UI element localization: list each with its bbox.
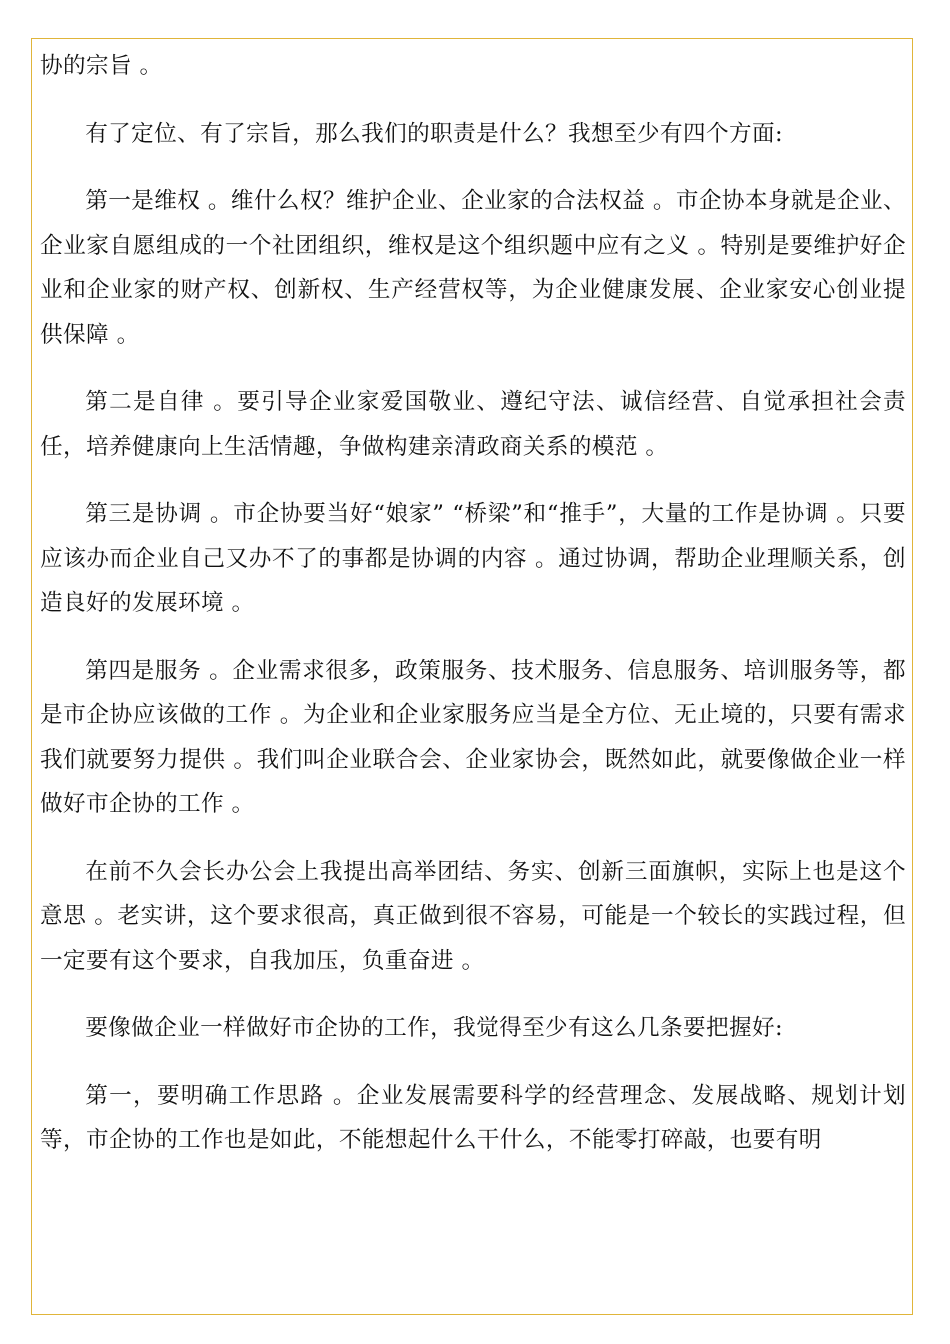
paragraph-3: 第一是维权 。维什么权？维护企业、企业家的合法权益 。市企协本身就是企业、企业家自愿组成的一个社团组织，维权是这个组织题中应有之义 。特别是要维护好企业和企业家的财产权、创新权、生产经营权等，为企业健康发展、企业家安心创业提供保障 。 <box>40 188 906 348</box>
paragraph-8: 要像做企业一样做好市企协的工作，我觉得至少有这么几条要把握好: <box>85 1015 784 1041</box>
paragraph-7: 在前不久会长办公会上我提出高举团结、务实、创新三面旗帜，实际上也是这个意思 。老实讲，这个要求很高，真正做到很不容易，可能是一个较长的实践过程，但一定要有这个要求，自我加压，负重奋进 。 <box>40 858 906 974</box>
paragraph-2: 有了定位、有了宗旨，那么我们的职责是什么？我想至少有四个方面: <box>85 120 784 147</box>
paragraph-1: 协的宗旨 。 <box>40 53 163 79</box>
paragraph-4: 第二是自律 。要引导企业家爱国敬业、遵纪守法、诚信经营、自觉承担社会责任，培养健康向上生活情趣，争做构建亲清政商关系的模范 。 <box>40 389 906 460</box>
paragraph-6: 第四是服务 。企业需求很多，政策服务、技术服务、信息服务、培训服务等，都是市企协应该做的工作 。为企业和企业家服务应当是全方位、无止境的，只要有需求我们就要努力提供 。我们叫企业联合会、企业家协会，既然如此，就要像做企业一样做好市企协的工作 。 <box>40 657 906 817</box>
paragraph-5: 第三是协调 。市企协要当好“娘家” “桥梁”和“推手”，大量的工作是协调 。只要应该办而企业自己又办不了的事都是协调的内容 。通过协调，帮助企业理顺关系，创造良好的发展环境 。 <box>40 501 906 616</box>
paragraph-9: 第一，要明确工作思路 。企业发展需要科学的经营理念、发展战略、规划计划等，市企协的工作也是如此，不能想起什么干什么，不能零打碎敲，也要有明 <box>40 1082 906 1153</box>
document-body <box>40 44 906 1186</box>
